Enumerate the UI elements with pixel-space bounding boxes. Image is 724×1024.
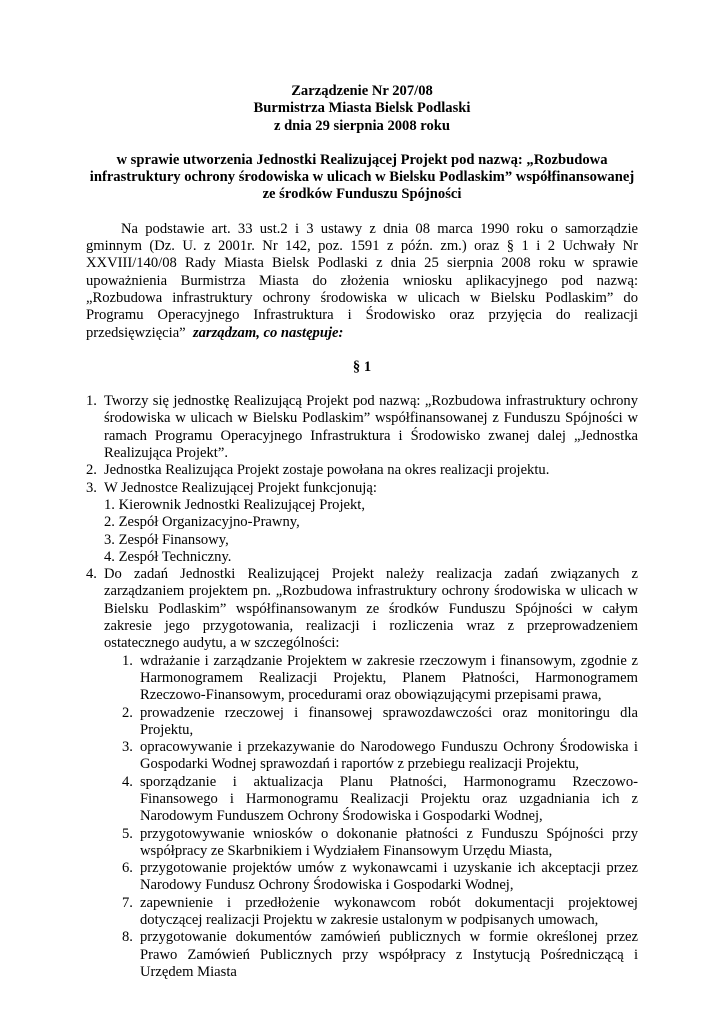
task-text: zapewnienie i przedłożenie wykonawcom robót dokumentacji projektowej dotyczącej realizacji Projektu w zakresie ustalonym w podpisanych umowach, bbox=[140, 894, 638, 929]
team-list-item: 4. Zespół Techniczny. bbox=[104, 548, 232, 565]
task-list-item bbox=[122, 860, 638, 895]
task-list-item bbox=[122, 929, 638, 981]
task-list-item bbox=[122, 826, 638, 861]
task-number: 5. bbox=[122, 825, 133, 842]
title-line-1: Zarządzenie Nr 207/08 bbox=[291, 83, 433, 99]
preamble-paragraph bbox=[86, 221, 638, 342]
item-text: Tworzy się jednostkę Realizującą Projekt pod nazwą: „Rozbudowa infrastruktury ochrony środowiska w ulicach w Bielsku Podlaskim” współfinansowanej z Funduszu Spójności w ramach Programu Operacyjnego Infrastruktura i Środowisko zwanej dalej „Jednostka Realizująca Projekt”. bbox=[104, 393, 638, 462]
task-number: 8. bbox=[122, 929, 133, 946]
task-list-item bbox=[122, 653, 638, 705]
item-number: 2. bbox=[86, 462, 97, 479]
section-heading: § 1 bbox=[352, 358, 372, 375]
list-item bbox=[86, 566, 638, 981]
list-item bbox=[86, 462, 638, 479]
main-list bbox=[86, 393, 638, 981]
preamble-text: Na podstawie art. 33 ust.2 i 3 ustawy z dnia 08 marca 1990 roku o samorządzie gminnym (Dz. U. z 2001r. Nr 142, poz. 1591 z późn. zm.) oraz § 1 i 2 Uchwały Nr XXVIII/140/08 Rady Miasta Bielsk Podlaski z dnia 25 sierpnia 2008 roku w sprawie upoważnienia Burmistrza Miasta do złożenia wniosku aplikacyjnego pod nazwą: „Rozbudowa infrastruktury ochrony środowiska w ulicach w Bielsku Podlaskim” do Programu Operacyjnego Infrastruktura i Środowisko oraz przyjęcia do realizacji przedsięwzięcia” bbox=[86, 220, 638, 341]
item-number: 3. bbox=[86, 479, 97, 496]
task-number: 3. bbox=[122, 739, 133, 756]
item-text: W Jednostce Realizującej Projekt funkcjonują: bbox=[104, 479, 377, 496]
task-text: opracowywanie i przekazywanie do Narodowego Funduszu Ochrony Środowiska i Gospodarki Wodnej sprawozdań i raportów z przebiegu realizacji Projektu, bbox=[140, 739, 638, 773]
tasks-list bbox=[104, 653, 638, 982]
task-number: 4. bbox=[122, 773, 133, 790]
title-line-2: Burmistrza Miasta Bielsk Podlaski bbox=[253, 100, 471, 117]
document-subject: w sprawie utworzenia Jednostki Realizującej Projekt pod nazwą: „Rozbudowa infrastruktury ochrony środowiska w ulicach w Bielsku Podlaskim” współfinansowanej ze środków Funduszu Spójności bbox=[89, 151, 635, 203]
document-page bbox=[86, 83, 638, 981]
task-list-item bbox=[122, 774, 638, 826]
item-text: Jednostka Realizująca Projekt zostaje powołana na okres realizacji projektu. bbox=[104, 462, 550, 479]
task-text: wdrażanie i zarządzanie Projektem w zakresie rzeczowym i finansowym, zgodnie z Harmonogramem Realizacji Projektu, Planem Płatności, Harmonogramem Rzeczowo-Finansowym, procedurami oraz obowiązującymi przepisami prawa, bbox=[140, 652, 638, 704]
task-list-item bbox=[122, 895, 638, 930]
task-text: przygotowywanie wniosków o dokonanie płatności z Funduszu Spójności przy współpracy ze Skarbnikiem i Wydziałem Finansowym Urzędu Miasta, bbox=[140, 825, 638, 859]
task-number: 6. bbox=[122, 860, 133, 877]
task-list-item bbox=[122, 739, 638, 774]
task-number: 2. bbox=[122, 704, 133, 721]
team-list-item: 1. Kierownik Jednostki Realizującej Projekt, bbox=[104, 496, 366, 513]
item-text: Do zadań Jednostki Realizującej Projekt należy realizacja zadań związanych z zarządzaniem projektem pn. „Rozbudowa infrastruktury ochrony środowiska w ulicach w Bielsku Podlaskim” współfinansowanym ze środków Funduszu Spójności w całym zakresie jego przygotowania, realizacji i rozliczenia wraz z przeprowadzeniem ostatecznego audytu, a w szczególności: bbox=[104, 566, 638, 652]
task-text: prowadzenie rzeczowej i finansowej sprawozdawczości oraz monitoringu dla Projektu, bbox=[140, 704, 638, 738]
document-title bbox=[86, 83, 638, 135]
item-number: 4. bbox=[86, 566, 97, 583]
list-item bbox=[86, 393, 638, 462]
task-text: przygotowanie projektów umów z wykonawcami i uzyskanie ich akceptacji przez Narodowy Fundusz Ochrony Środowiska i Gospodarki Wodnej, bbox=[140, 860, 638, 894]
title-line-3: z dnia 29 sierpnia 2008 roku bbox=[273, 117, 451, 134]
item-number: 1. bbox=[86, 393, 97, 410]
task-text: przygotowanie dokumentów zamówień publicznych w formie określonej przez Prawo Zamówień Publicznych przy współpracy z Instytucją Pośredniczącą i Urzędem Miasta bbox=[140, 929, 638, 980]
team-list bbox=[104, 497, 638, 566]
decree-phrase: zarządzam, co następuje: bbox=[192, 324, 344, 341]
task-number: 1. bbox=[122, 652, 133, 669]
task-text: sporządzanie i aktualizacja Planu Płatności, Harmonogramu Rzeczowo- Finansowego i Harmonogramu Realizacji Projektu oraz uzgadniania ich z Narodowym Funduszem Ochrony Środowiska i Gospodarki Wodnej, bbox=[140, 773, 638, 825]
task-number: 7. bbox=[122, 894, 133, 911]
task-list-item bbox=[122, 705, 638, 740]
team-list-item: 2. Zespół Organizacyjno-Prawny, bbox=[104, 514, 300, 531]
list-item bbox=[86, 480, 638, 566]
team-list-item: 3. Zespół Finansowy, bbox=[104, 531, 229, 548]
